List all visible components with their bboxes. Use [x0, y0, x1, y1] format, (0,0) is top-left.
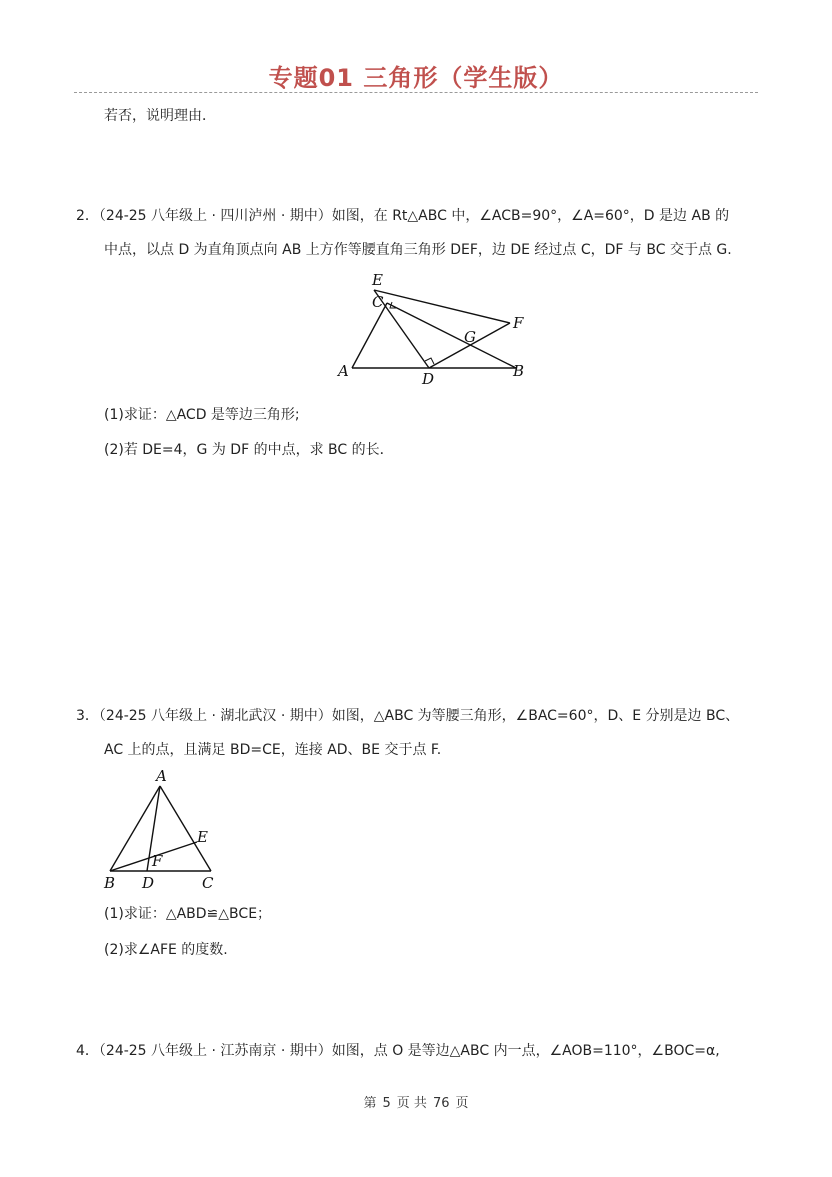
footer-page-number: 5 [382, 1096, 391, 1111]
question-3-part-2: (2)求∠AFE 的度数. [104, 942, 228, 958]
label-B: B [513, 362, 525, 380]
question-2-part-2: (2)若 DE=4，G 为 DF 的中点，求 BC 的长． [104, 442, 394, 458]
question-2-text-line-2: 中点，以点 D 为直角顶点向 AB 上方作等腰直角三角形 DEF，边 DE 经过点 C，DF 与 BC 交于点 G. [104, 242, 732, 258]
footer-suffix: 页 [455, 1096, 469, 1111]
label-A: A [338, 362, 349, 380]
question-4-text-line-1: 4．（24-25 八年级上 · 江苏南京 · 期中）如图，点 O 是等边△ABC 内一点，∠AOB=110°，∠BOC=α, [76, 1043, 720, 1059]
page-title: 专题01 三角形（学生版） [268, 64, 564, 92]
footer-mid: 页 共 [396, 1096, 427, 1111]
label-A: A [156, 767, 167, 785]
question-2-figure [330, 270, 540, 388]
label-G: G [464, 328, 476, 346]
footer-prefix: 第 [363, 1096, 377, 1111]
label-B: B [104, 874, 116, 892]
question-2-text-line-1: 2．（24-25 八年级上 · 四川泸州 · 期中）如图，在 Rt△ABC 中，∠ACB=90°，∠A=60°，D 是边 AB 的 [76, 208, 730, 224]
header-divider [74, 92, 758, 93]
previous-question-tail: 若否，说明理由． [104, 108, 216, 124]
footer-total-pages: 76 [432, 1096, 450, 1111]
label-E: E [372, 271, 383, 289]
segment-AC [352, 303, 387, 368]
page-footer [0, 1092, 832, 1111]
label-E: E [197, 828, 208, 846]
question-2-part-1: (1)求证：△ACD 是等边三角形; [104, 407, 300, 423]
question-3-part-1: (1)求证：△ABD≌△BCE； [104, 906, 272, 922]
label-F: F [152, 852, 163, 870]
label-D: D [142, 874, 155, 892]
label-C: C [202, 874, 214, 892]
question-3-text-line-1: 3．（24-25 八年级上 · 湖北武汉 · 期中）如图，△ABC 为等腰三角形，∠BAC=60°，D、E 分别是边 BC、 [76, 708, 740, 724]
question-3-figure [100, 766, 225, 892]
label-D: D [422, 370, 435, 388]
label-C: C [372, 293, 384, 311]
question-3-text-line-2: AC 上的点，且满足 BD=CE，连接 AD、BE 交于点 F. [104, 742, 442, 758]
label-F: F [513, 314, 524, 332]
